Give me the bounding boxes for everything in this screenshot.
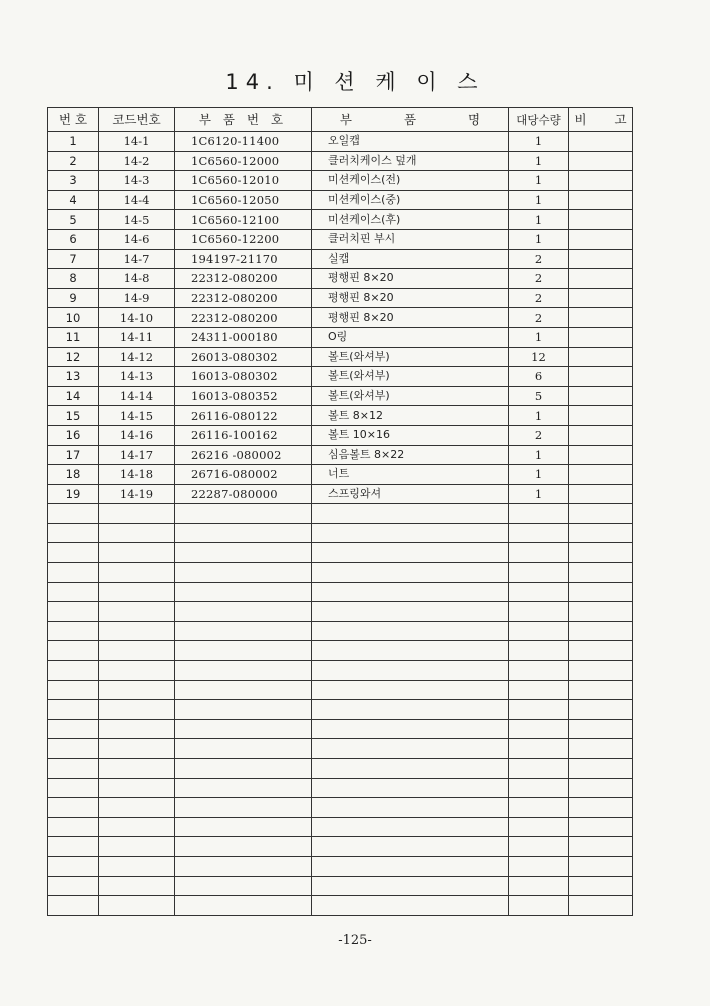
parts-table [47, 107, 633, 916]
empty-cell [99, 856, 175, 876]
empty-cell [48, 817, 99, 837]
table-row [48, 132, 633, 152]
empty-cell [99, 798, 175, 818]
cell-qty: 2 [509, 425, 569, 445]
empty-cell [569, 543, 633, 563]
empty-cell [175, 543, 312, 563]
cell-code: 14-6 [99, 229, 175, 249]
empty-cell [99, 582, 175, 602]
cell-no: 2 [48, 151, 99, 171]
empty-cell [509, 837, 569, 857]
empty-table-row [48, 602, 633, 622]
header-no: 번 호 [48, 108, 99, 132]
cell-no: 18 [48, 465, 99, 485]
empty-cell [48, 661, 99, 681]
cell-part-name: 볼트(와셔부) [312, 367, 509, 387]
empty-cell [569, 602, 633, 622]
empty-table-row [48, 856, 633, 876]
empty-cell [99, 602, 175, 622]
empty-cell [99, 504, 175, 524]
table-row [48, 229, 633, 249]
empty-cell [99, 759, 175, 779]
cell-part-name: 스프링와셔 [312, 484, 509, 504]
empty-table-row [48, 563, 633, 583]
empty-cell [99, 621, 175, 641]
cell-qty: 1 [509, 171, 569, 191]
empty-cell [312, 661, 509, 681]
empty-cell [48, 563, 99, 583]
header-qty: 대당수량 [509, 108, 569, 132]
empty-cell [175, 817, 312, 837]
empty-cell [312, 700, 509, 720]
cell-part-no: 26716-080002 [175, 465, 312, 485]
cell-part-no: 16013-080352 [175, 386, 312, 406]
cell-qty: 6 [509, 367, 569, 387]
cell-part-no: 24311-000180 [175, 327, 312, 347]
cell-code: 14-15 [99, 406, 175, 426]
cell-no: 8 [48, 269, 99, 289]
empty-table-row [48, 876, 633, 896]
empty-table-row [48, 504, 633, 524]
empty-cell [175, 876, 312, 896]
cell-remarks [569, 249, 633, 269]
empty-cell [509, 504, 569, 524]
cell-no: 9 [48, 288, 99, 308]
empty-cell [569, 661, 633, 681]
empty-table-row [48, 582, 633, 602]
empty-cell [569, 680, 633, 700]
empty-cell [175, 563, 312, 583]
empty-cell [312, 798, 509, 818]
empty-cell [48, 543, 99, 563]
empty-cell [509, 523, 569, 543]
cell-no: 15 [48, 406, 99, 426]
cell-code: 14-17 [99, 445, 175, 465]
cell-code: 14-5 [99, 210, 175, 230]
cell-qty: 1 [509, 190, 569, 210]
empty-cell [99, 523, 175, 543]
cell-code: 14-7 [99, 249, 175, 269]
cell-code: 14-3 [99, 171, 175, 191]
empty-cell [48, 582, 99, 602]
empty-cell [312, 504, 509, 524]
empty-cell [312, 641, 509, 661]
cell-code: 14-12 [99, 347, 175, 367]
empty-table-row [48, 759, 633, 779]
cell-remarks [569, 445, 633, 465]
page-title: 14. 미 션 케 이 스 [225, 70, 485, 94]
empty-cell [569, 641, 633, 661]
empty-cell [48, 504, 99, 524]
empty-table-row [48, 523, 633, 543]
cell-part-no: 1C6560-12010 [175, 171, 312, 191]
cell-code: 14-10 [99, 308, 175, 328]
empty-cell [312, 602, 509, 622]
table-row [48, 484, 633, 504]
header-part-no: 부 품 번 호 [175, 108, 312, 132]
empty-cell [48, 602, 99, 622]
cell-no: 14 [48, 386, 99, 406]
cell-code: 14-2 [99, 151, 175, 171]
cell-qty: 1 [509, 132, 569, 152]
empty-table-row [48, 778, 633, 798]
empty-table-row [48, 739, 633, 759]
cell-remarks [569, 210, 633, 230]
empty-cell [312, 523, 509, 543]
empty-cell [569, 876, 633, 896]
cell-part-no: 26116-100162 [175, 425, 312, 445]
empty-cell [509, 856, 569, 876]
empty-cell [569, 621, 633, 641]
empty-cell [48, 739, 99, 759]
empty-cell [175, 719, 312, 739]
empty-cell [48, 837, 99, 857]
empty-cell [509, 621, 569, 641]
cell-no: 10 [48, 308, 99, 328]
cell-qty: 1 [509, 151, 569, 171]
cell-part-no: 194197-21170 [175, 249, 312, 269]
cell-part-name: 너트 [312, 465, 509, 485]
cell-qty: 1 [509, 327, 569, 347]
empty-cell [175, 700, 312, 720]
empty-cell [509, 641, 569, 661]
cell-part-name: 볼트 8×12 [312, 406, 509, 426]
cell-no: 17 [48, 445, 99, 465]
cell-part-name: 미션케이스(중) [312, 190, 509, 210]
empty-cell [509, 661, 569, 681]
cell-part-name: 볼트(와셔부) [312, 386, 509, 406]
empty-cell [312, 778, 509, 798]
empty-cell [569, 798, 633, 818]
empty-cell [312, 876, 509, 896]
header-part-name: 부 품 명 [312, 108, 509, 132]
empty-cell [569, 837, 633, 857]
empty-cell [312, 719, 509, 739]
empty-cell [312, 856, 509, 876]
cell-remarks [569, 327, 633, 347]
table-row [48, 171, 633, 191]
empty-cell [509, 896, 569, 916]
cell-qty: 2 [509, 288, 569, 308]
cell-qty: 5 [509, 386, 569, 406]
cell-code: 14-8 [99, 269, 175, 289]
empty-cell [312, 621, 509, 641]
cell-part-name: 미션케이스(후) [312, 210, 509, 230]
empty-cell [48, 621, 99, 641]
empty-cell [48, 641, 99, 661]
empty-table-row [48, 719, 633, 739]
cell-part-no: 22312-080200 [175, 269, 312, 289]
empty-cell [48, 798, 99, 818]
table-row [48, 190, 633, 210]
table-row [48, 151, 633, 171]
cell-remarks [569, 171, 633, 191]
cell-part-name: 클러치케이스 덮개 [312, 151, 509, 171]
cell-remarks [569, 367, 633, 387]
cell-qty: 1 [509, 465, 569, 485]
empty-cell [99, 719, 175, 739]
cell-no: 4 [48, 190, 99, 210]
table-body [48, 132, 633, 916]
cell-part-no: 26116-080122 [175, 406, 312, 426]
table-row [48, 249, 633, 269]
empty-cell [175, 837, 312, 857]
cell-remarks [569, 151, 633, 171]
cell-qty: 1 [509, 484, 569, 504]
empty-cell [48, 778, 99, 798]
table-row [48, 465, 633, 485]
cell-code: 14-11 [99, 327, 175, 347]
empty-cell [509, 778, 569, 798]
table-row [48, 406, 633, 426]
empty-cell [569, 719, 633, 739]
cell-part-name: 미션케이스(전) [312, 171, 509, 191]
header-code: 코드번호 [99, 108, 175, 132]
empty-cell [175, 778, 312, 798]
cell-qty: 2 [509, 308, 569, 328]
cell-no: 11 [48, 327, 99, 347]
empty-cell [312, 817, 509, 837]
empty-cell [99, 876, 175, 896]
empty-cell [569, 896, 633, 916]
empty-cell [99, 700, 175, 720]
cell-code: 14-14 [99, 386, 175, 406]
cell-part-no: 22312-080200 [175, 288, 312, 308]
empty-cell [48, 759, 99, 779]
cell-qty: 2 [509, 249, 569, 269]
cell-code: 14-18 [99, 465, 175, 485]
empty-cell [48, 856, 99, 876]
cell-remarks [569, 229, 633, 249]
cell-remarks [569, 190, 633, 210]
cell-part-no: 26013-080302 [175, 347, 312, 367]
empty-table-row [48, 837, 633, 857]
table-row [48, 367, 633, 387]
empty-cell [99, 661, 175, 681]
empty-cell [569, 700, 633, 720]
cell-remarks [569, 269, 633, 289]
empty-cell [509, 739, 569, 759]
empty-cell [509, 876, 569, 896]
empty-cell [509, 563, 569, 583]
table-row [48, 327, 633, 347]
empty-cell [509, 680, 569, 700]
empty-cell [509, 582, 569, 602]
cell-code: 14-1 [99, 132, 175, 152]
cell-part-no: 26216 -080002 [175, 445, 312, 465]
empty-table-row [48, 817, 633, 837]
empty-cell [175, 661, 312, 681]
cell-part-name: 클러치핀 부시 [312, 229, 509, 249]
table-row [48, 288, 633, 308]
cell-no: 7 [48, 249, 99, 269]
empty-table-row [48, 543, 633, 563]
empty-cell [312, 759, 509, 779]
cell-remarks [569, 132, 633, 152]
empty-cell [175, 504, 312, 524]
table-row [48, 386, 633, 406]
empty-cell [569, 523, 633, 543]
empty-cell [312, 582, 509, 602]
empty-cell [99, 739, 175, 759]
cell-part-no: 22287-080000 [175, 484, 312, 504]
cell-code: 14-13 [99, 367, 175, 387]
cell-remarks [569, 484, 633, 504]
cell-no: 16 [48, 425, 99, 445]
cell-part-name: 볼트 10×16 [312, 425, 509, 445]
table-row [48, 445, 633, 465]
table-row [48, 308, 633, 328]
cell-part-name: 볼트(와셔부) [312, 347, 509, 367]
cell-part-name: 심음볼트 8×22 [312, 445, 509, 465]
cell-part-name: 평행핀 8×20 [312, 308, 509, 328]
empty-cell [312, 563, 509, 583]
empty-cell [509, 759, 569, 779]
empty-cell [569, 563, 633, 583]
empty-cell [569, 817, 633, 837]
empty-table-row [48, 641, 633, 661]
empty-cell [509, 700, 569, 720]
cell-code: 14-4 [99, 190, 175, 210]
empty-cell [509, 719, 569, 739]
cell-part-no: 1C6560-12000 [175, 151, 312, 171]
cell-no: 13 [48, 367, 99, 387]
cell-part-name: 오일캡 [312, 132, 509, 152]
empty-cell [48, 700, 99, 720]
empty-cell [99, 817, 175, 837]
cell-remarks [569, 288, 633, 308]
empty-cell [509, 817, 569, 837]
cell-remarks [569, 406, 633, 426]
empty-cell [48, 523, 99, 543]
empty-cell [48, 896, 99, 916]
empty-table-row [48, 661, 633, 681]
page-number: -125- [338, 933, 372, 948]
cell-part-no: 1C6560-12100 [175, 210, 312, 230]
empty-cell [569, 739, 633, 759]
cell-remarks [569, 386, 633, 406]
empty-cell [99, 641, 175, 661]
cell-part-name: 실캡 [312, 249, 509, 269]
empty-cell [175, 680, 312, 700]
empty-cell [569, 759, 633, 779]
empty-cell [48, 719, 99, 739]
empty-cell [175, 621, 312, 641]
cell-qty: 12 [509, 347, 569, 367]
cell-qty: 1 [509, 406, 569, 426]
empty-cell [569, 856, 633, 876]
empty-cell [99, 896, 175, 916]
empty-cell [569, 778, 633, 798]
table-row [48, 269, 633, 289]
empty-cell [99, 778, 175, 798]
empty-table-row [48, 680, 633, 700]
cell-part-name: 평행핀 8×20 [312, 288, 509, 308]
empty-cell [99, 543, 175, 563]
cell-part-name: O링 [312, 327, 509, 347]
cell-part-no: 16013-080302 [175, 367, 312, 387]
empty-cell [48, 876, 99, 896]
empty-cell [175, 798, 312, 818]
empty-cell [312, 739, 509, 759]
cell-no: 1 [48, 132, 99, 152]
empty-cell [569, 582, 633, 602]
empty-cell [175, 602, 312, 622]
cell-remarks [569, 347, 633, 367]
cell-code: 14-16 [99, 425, 175, 445]
empty-cell [312, 543, 509, 563]
cell-no: 3 [48, 171, 99, 191]
cell-part-name: 평행핀 8×20 [312, 269, 509, 289]
cell-no: 19 [48, 484, 99, 504]
empty-cell [48, 680, 99, 700]
cell-qty: 1 [509, 445, 569, 465]
empty-cell [509, 798, 569, 818]
table-row [48, 210, 633, 230]
empty-cell [312, 896, 509, 916]
cell-remarks [569, 425, 633, 445]
cell-no: 5 [48, 210, 99, 230]
cell-code: 14-19 [99, 484, 175, 504]
cell-qty: 2 [509, 269, 569, 289]
cell-part-no: 22312-080200 [175, 308, 312, 328]
header-remarks: 비 고 [569, 108, 633, 132]
empty-table-row [48, 621, 633, 641]
empty-table-row [48, 798, 633, 818]
cell-no: 12 [48, 347, 99, 367]
empty-cell [569, 504, 633, 524]
table-row [48, 425, 633, 445]
empty-cell [175, 759, 312, 779]
empty-table-row [48, 896, 633, 916]
empty-cell [175, 856, 312, 876]
cell-remarks [569, 308, 633, 328]
table-row [48, 347, 633, 367]
table-header-row [48, 108, 633, 132]
empty-cell [312, 680, 509, 700]
empty-cell [509, 602, 569, 622]
empty-cell [175, 641, 312, 661]
empty-cell [175, 739, 312, 759]
cell-part-no: 1C6560-12050 [175, 190, 312, 210]
empty-cell [99, 680, 175, 700]
cell-no: 6 [48, 229, 99, 249]
empty-cell [175, 523, 312, 543]
empty-cell [99, 563, 175, 583]
cell-remarks [569, 465, 633, 485]
empty-cell [312, 837, 509, 857]
empty-cell [509, 543, 569, 563]
empty-cell [175, 582, 312, 602]
empty-table-row [48, 700, 633, 720]
empty-cell [99, 837, 175, 857]
cell-qty: 1 [509, 229, 569, 249]
cell-part-no: 1C6120-11400 [175, 132, 312, 152]
cell-code: 14-9 [99, 288, 175, 308]
cell-part-no: 1C6560-12200 [175, 229, 312, 249]
cell-qty: 1 [509, 210, 569, 230]
empty-cell [175, 896, 312, 916]
